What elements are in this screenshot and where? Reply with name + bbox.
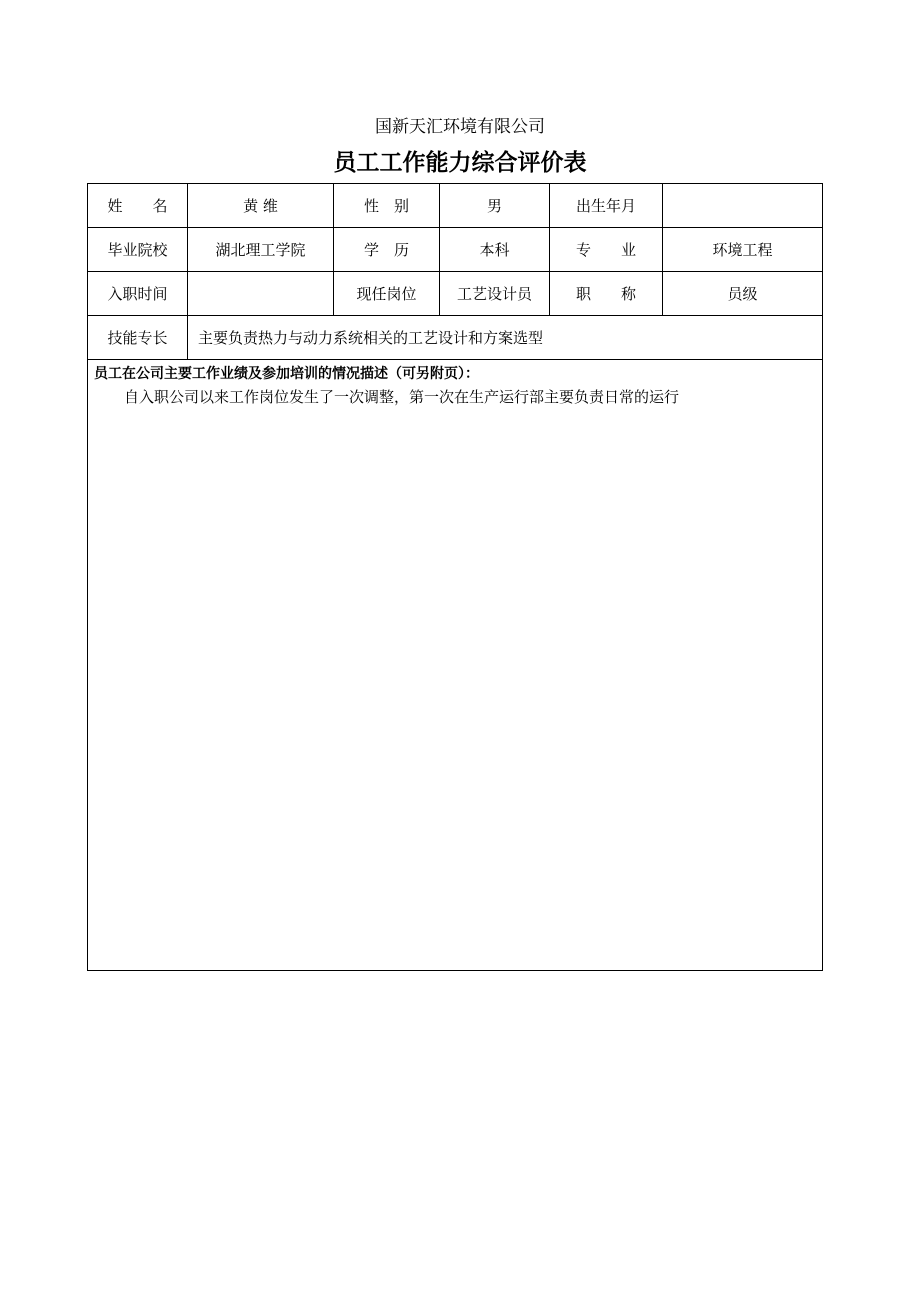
position-label: 现任岗位: [334, 272, 440, 316]
form-row-description: [88, 360, 823, 971]
entry-date-value[interactable]: [188, 272, 334, 316]
skill-value[interactable]: 主要负责热力与动力系统相关的工艺设计和方案选型: [188, 316, 823, 360]
form-row-skill: [88, 316, 823, 360]
position-value[interactable]: 工艺设计员: [440, 272, 550, 316]
description-body[interactable]: 自入职公司以来工作岗位发生了一次调整，第一次在生产运行部主要负责日常的运行: [124, 388, 680, 406]
birth-value[interactable]: [663, 184, 823, 228]
school-label: 毕业院校: [88, 228, 188, 272]
description-heading: 员工在公司主要工作业绩及参加培训的情况描述（可另附页）：: [94, 366, 479, 382]
major-value[interactable]: 环境工程: [663, 228, 823, 272]
education-value[interactable]: 本科: [440, 228, 550, 272]
birth-label: 出生年月: [550, 184, 663, 228]
gender-label: 性 别: [334, 184, 440, 228]
form-title: 员工工作能力综合评价表: [333, 150, 587, 176]
school-value[interactable]: 湖北理工学院: [188, 228, 334, 272]
gender-value[interactable]: 男: [440, 184, 550, 228]
form-row-basic: [88, 184, 823, 228]
form-row-education: [88, 228, 823, 272]
entry-date-label: 入职时间: [88, 272, 188, 316]
name-label: 姓 名: [88, 184, 188, 228]
education-label: 学 历: [334, 228, 440, 272]
rank-value[interactable]: 员级: [663, 272, 823, 316]
evaluation-form-table: [87, 183, 823, 971]
name-value[interactable]: 黄 维: [188, 184, 334, 228]
form-row-job: [88, 272, 823, 316]
rank-label: 职 称: [550, 272, 663, 316]
skill-label: 技能专长: [88, 316, 188, 360]
major-label: 专 业: [550, 228, 663, 272]
company-name: 国新天汇环境有限公司: [375, 117, 545, 137]
description-cell[interactable]: [88, 360, 823, 971]
